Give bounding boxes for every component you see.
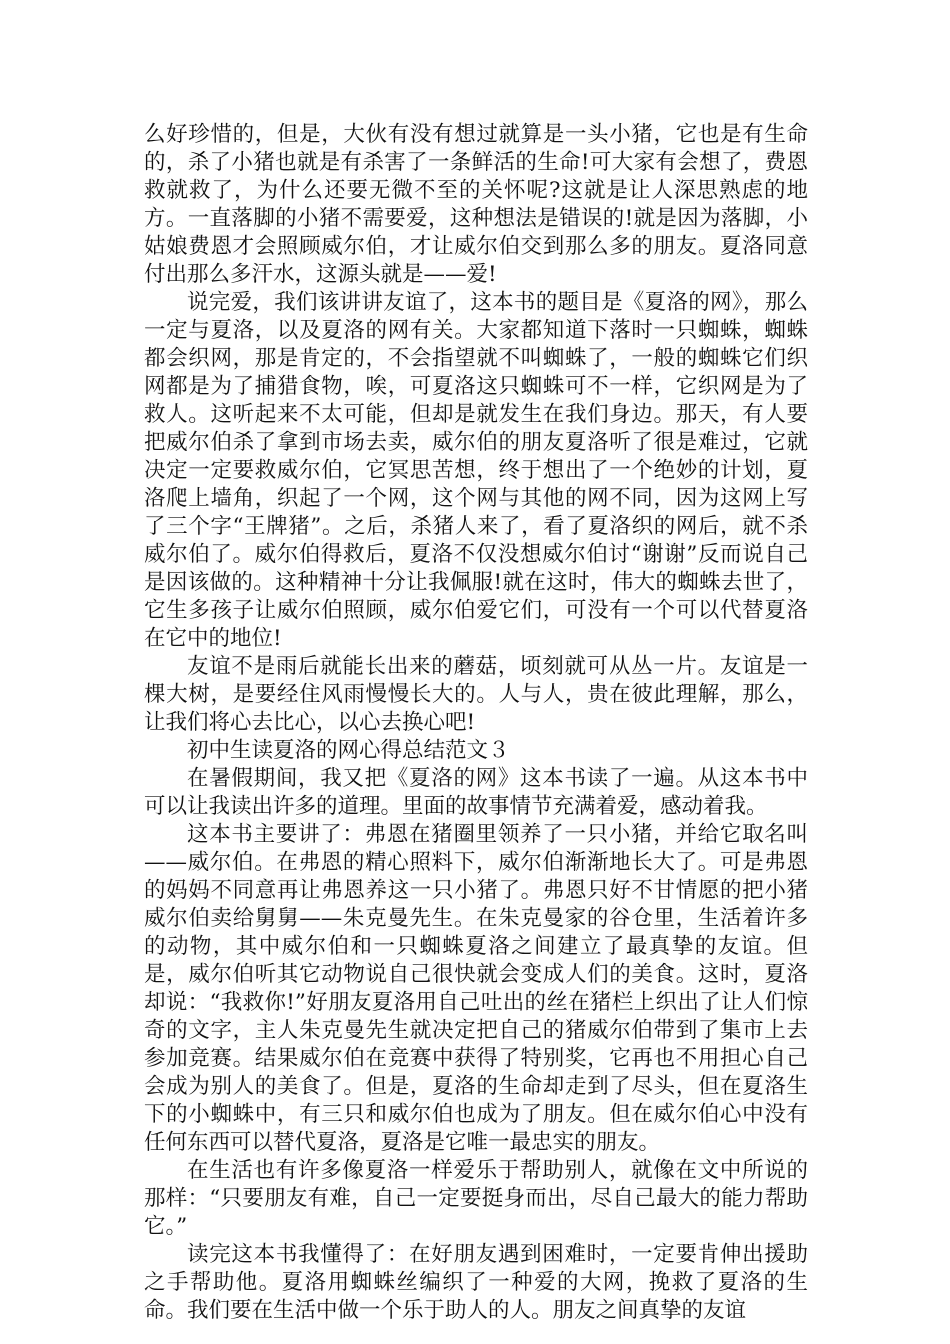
section-heading: 初中生读夏洛的网心得总结范文３ <box>187 738 510 763</box>
paragraph-friendship: 说完爱，我们该讲讲友谊了，这本书的题目是《夏洛的网》，那么一定与夏洛，以及夏洛的网有关。大家都知道下落时一只蜘蛛，蜘蛛都会织网，那是肯定的，不会指望就不叫蜘蛛了，一般的蜘蛛它们织网都是为了捕猎食物，唉，可夏洛这只蜘蛛可不一样，它织网是为了救人。这听起来不太可能，但却是就发生在我们身边。那天，有人要把威尔伯杀了拿到市场去卖，威尔伯的朋友夏洛听了很是难过，它就决定一定要救威尔伯，它冥思苦想，终于想出了一个绝妙的计划，夏洛爬上墙角，织起了一个网，这个网与其他的网不同，因为这网上写了三个字“王牌猪”。之后，杀猪人来了，看了夏洛织的网后，就不杀威尔伯了。威尔伯得救后，夏洛不仅没想威尔伯讨“谢谢”反而说自己是因该做的。这种精神十分让我佩服!就在这时，伟大的蜘蛛去世了，它生多孩子让威尔伯照顾，威尔伯爱它们，可没有一个可以代替夏洛在它中的地位! <box>144 290 808 651</box>
paragraph-summary: 这本书主要讲了：弗恩在猪圈里领养了一只小猪，并给它取名叫——威尔伯。在弗恩的精心照料下，威尔伯渐渐地长大了。可是弗恩的妈妈不同意再让弗恩养这一只小猪了。弗恩只好不甘情愿的把小猪威尔伯卖给舅舅——朱克曼先生。在朱克曼家的谷仓里，生活着许多的动物，其中威尔伯和一只蜘蛛夏洛之间建立了最真挚的友谊。但是，威尔伯听其它动物说自己很快就会变成人们的美食。这时，夏洛却说：“我救你!”好朋友夏洛用自己吐出的丝在猪栏上织出了让人们惊奇的文字，主人朱克曼先生就决定把自己的猪威尔伯带到了集市上去参加竞赛。结果威尔伯在竞赛中获得了特别奖，它再也不用担心自己会成为别人的美食了。但是，夏洛的生命却走到了尽头，但在夏洛生下的小蜘蛛中，有三只和威尔伯也成为了朋友。但在威尔伯心中没有任何东西可以替代夏洛，夏洛是它唯一最忠实的朋友。 <box>144 822 808 1155</box>
paragraph-quote: 在生活也有许多像夏洛一样爱乐于帮助别人，就像在文中所说的那样：“只要朋友有难，自己一定要挺身而出，尽自己最大的能力帮助它。” <box>144 1158 808 1239</box>
paragraph-intro: 在暑假期间，我又把《夏洛的网》这本书读了一遍。从这本书中可以让我读出许多的道理。里面的故事情节充满着爱，感动着我。 <box>144 766 808 819</box>
document-page <box>144 121 808 1325</box>
paragraph-conclusion: 读完这本书我懂得了：在好朋友遇到困难时，一定要肯伸出援助之手帮助他。夏洛用蜘蛛丝编织了一种爱的大网，挽救了夏洛的生命。我们要在生活中做一个乐于助人的人。朋友之间真挚的友谊 <box>144 1242 808 1323</box>
paragraph-friendship-tree: 友谊不是雨后就能长出来的蘑菇，顷刻就可从丛一片。友谊是一棵大树，是要经住风雨慢慢长大的。人与人，贵在彼此理解，那么，让我们将心去比心，以心去换心吧! <box>144 654 808 735</box>
paragraph-continuation: 么好珍惜的，但是，大伙有没有想过就算是一头小猪，它也是有生命的，杀了小猪也就是有杀害了一条鲜活的生命!可大家有会想了，费恩救就救了，为什么还要无微不至的关怀呢?这就是让人深思熟虑的地方。一直落脚的小猪不需要爱，这种想法是错误的!就是因为落脚，小姑娘费恩才会照顾威尔伯，才让威尔伯交到那么多的朋友。夏洛同意付出那么多汗水，这源头就是——爱! <box>144 122 808 287</box>
